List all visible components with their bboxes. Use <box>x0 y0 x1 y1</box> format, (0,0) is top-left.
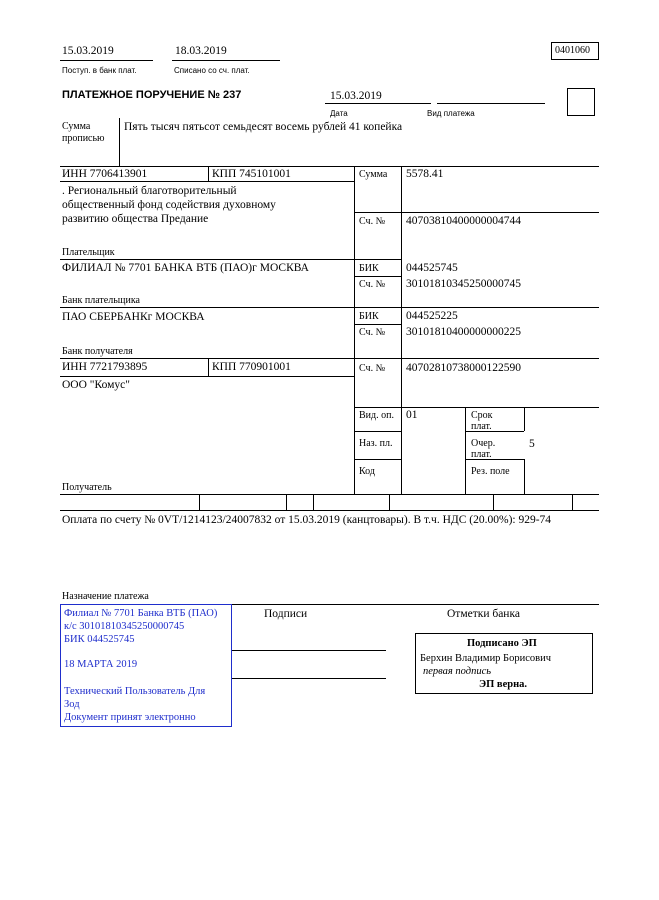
purpose-text: Оплата по счету № 0VT/1214123/24007832 от 15.03.2019 (канцтовары). В т.ч. НДС (20.00%): 929-74 <box>62 514 552 526</box>
e-signature-signer: Берхин Владимир Борисович <box>420 653 551 664</box>
signature-line-2 <box>232 678 386 679</box>
payer-name-line-2: общественный фонд содействия духовному <box>62 199 276 211</box>
payee-bank-bik-label: БИК <box>359 311 379 322</box>
reserve-label: Рез. поле <box>471 466 510 477</box>
form-code: 0401060 <box>555 45 590 56</box>
payee-bottom-line <box>60 494 599 495</box>
stamp-line-6: Зод <box>64 699 80 710</box>
payer-bank-account-label: Сч. № <box>359 279 386 290</box>
payer-inn: ИНН 7706413901 <box>62 168 148 180</box>
payer-account: 40703810400000004744 <box>406 215 521 227</box>
tax-cell-div-3 <box>313 494 314 510</box>
grid-v-right <box>401 166 402 495</box>
e-signature-title: Подписано ЭП <box>467 638 537 649</box>
payer-kpp: КПП 745101001 <box>212 168 291 180</box>
stamp-line-3: БИК 044525745 <box>64 634 135 645</box>
details-row1-left <box>354 431 401 432</box>
code-label: Код <box>359 466 375 477</box>
purpose-code-label: Наз. пл. <box>359 438 393 449</box>
debited-date: 18.03.2019 <box>175 45 227 57</box>
priority-label-1: Очер. <box>471 438 496 449</box>
tax-row-bottom-line <box>60 510 599 511</box>
grid-v-left <box>354 166 355 495</box>
stamp-line-4: 18 МАРТА 2019 <box>64 659 138 670</box>
details-term-divider <box>524 407 525 431</box>
payer-bank-bik-label: БИК <box>359 263 379 274</box>
tax-cell-div-5 <box>493 494 494 510</box>
payee-account: 40702810738000122590 <box>406 362 521 374</box>
payer-bank-name: ФИЛИАЛ № 7701 БАНКА ВТБ (ПАО)г МОСКВА <box>62 262 309 274</box>
details-row2-left <box>354 459 401 460</box>
payee-name: ООО "Комус" <box>62 379 130 391</box>
received-label: Поступ. в банк плат. <box>62 66 137 75</box>
date-line <box>325 103 431 104</box>
priority: 5 <box>529 438 535 450</box>
stamp-line-7: Документ принят электронно <box>64 712 196 723</box>
payee-kpp: КПП 770901001 <box>212 361 291 373</box>
debited-line <box>172 60 280 61</box>
payer-inn-kpp-divider <box>208 166 209 181</box>
payee-bank-account: 30101810400000000225 <box>406 326 521 338</box>
details-v-line <box>465 407 466 495</box>
payer-bank-bik: 044525745 <box>406 262 458 274</box>
term-label-2: плат. <box>471 421 492 432</box>
details-top-line <box>354 407 599 408</box>
payer-bottom-line <box>60 259 354 260</box>
payee-bank-bik: 044525225 <box>406 310 458 322</box>
date-label: Дата <box>330 109 348 118</box>
op-type: 01 <box>406 409 418 421</box>
payee-bank-name: ПАО СБЕРБАНКг МОСКВА <box>62 311 205 323</box>
tax-cell-div-1 <box>199 494 200 510</box>
order-title: ПЛАТЕЖНОЕ ПОРУЧЕНИЕ № 237 <box>62 89 242 101</box>
payee-bank-account-label: Сч. № <box>359 327 386 338</box>
payer-bank-bottom-line <box>60 307 599 308</box>
amount-words-label-1: Сумма <box>62 121 91 132</box>
bank-marks-label: Отметки банка <box>447 608 520 620</box>
payee-inn-kpp-divider <box>208 358 209 376</box>
payee-bank-label: Банк получателя <box>62 346 133 357</box>
payer-bik-bottom-line <box>354 276 401 277</box>
e-signature-status: ЭП верна. <box>479 679 528 690</box>
op-type-label: Вид. оп. <box>359 410 394 421</box>
amount-words-label-2: прописью <box>62 133 105 144</box>
received-date: 15.03.2019 <box>62 45 114 57</box>
status-box <box>567 88 595 116</box>
tax-cell-div-6 <box>572 494 573 510</box>
payee-account-label: Сч. № <box>359 363 386 374</box>
stamp-line-1: Филиал № 7701 Банка ВТБ (ПАО) <box>64 608 218 619</box>
sum-bottom-line <box>354 212 599 213</box>
priority-label-2: плат. <box>471 449 492 460</box>
amount-words-text: Пять тысяч пятьсот семьдесят восемь рублей 41 копейка <box>124 121 403 133</box>
signatures-label: Подписи <box>264 608 308 620</box>
payment-type-label: Вид платежа <box>427 109 475 118</box>
grid-top-line <box>60 166 599 167</box>
payee-bank-bottom-line <box>60 358 599 359</box>
payer-bank-account: 30101810345250000745 <box>406 278 521 290</box>
amount-words-divider <box>119 118 120 166</box>
payee-inn-underline <box>60 376 354 377</box>
debited-label: Списано со сч. плат. <box>174 66 250 75</box>
stamp-line-5: Технический Пользователь Для <box>64 686 206 697</box>
details-reserve-divider <box>524 459 525 495</box>
purpose-label: Назначение платежа <box>62 591 149 602</box>
payer-inn-underline <box>60 181 354 182</box>
payer-name-line-3: развитию общества Предание <box>62 213 209 225</box>
payee-bik-bottom-line <box>354 324 401 325</box>
term-label-1: Срок <box>471 410 493 421</box>
sum-value: 5578.41 <box>406 168 444 180</box>
order-date: 15.03.2019 <box>330 90 382 102</box>
payer-label: Плательщик <box>62 247 115 258</box>
payer-bank-label: Банк плательщика <box>62 295 140 306</box>
tax-cell-div-2 <box>286 494 287 510</box>
received-line <box>60 60 153 61</box>
payment-type-line <box>437 103 545 104</box>
sum-label: Сумма <box>359 169 388 180</box>
payer-name-line-1: . Региональный благотворительный <box>62 185 237 197</box>
payee-inn: ИНН 7721793895 <box>62 361 148 373</box>
stamp-line-2: к/с 30101810345250000745 <box>64 621 185 632</box>
payee-label: Получатель <box>62 482 112 493</box>
e-signature-box <box>415 633 593 694</box>
e-signature-role: первая подпись <box>423 666 492 677</box>
payer-account-label: Сч. № <box>359 216 386 227</box>
bank-stamp <box>60 604 232 727</box>
payer-acc-bottom-line <box>354 259 401 260</box>
tax-cell-div-4 <box>389 494 390 510</box>
form-code-box <box>551 42 599 60</box>
signature-line-1 <box>232 650 386 651</box>
